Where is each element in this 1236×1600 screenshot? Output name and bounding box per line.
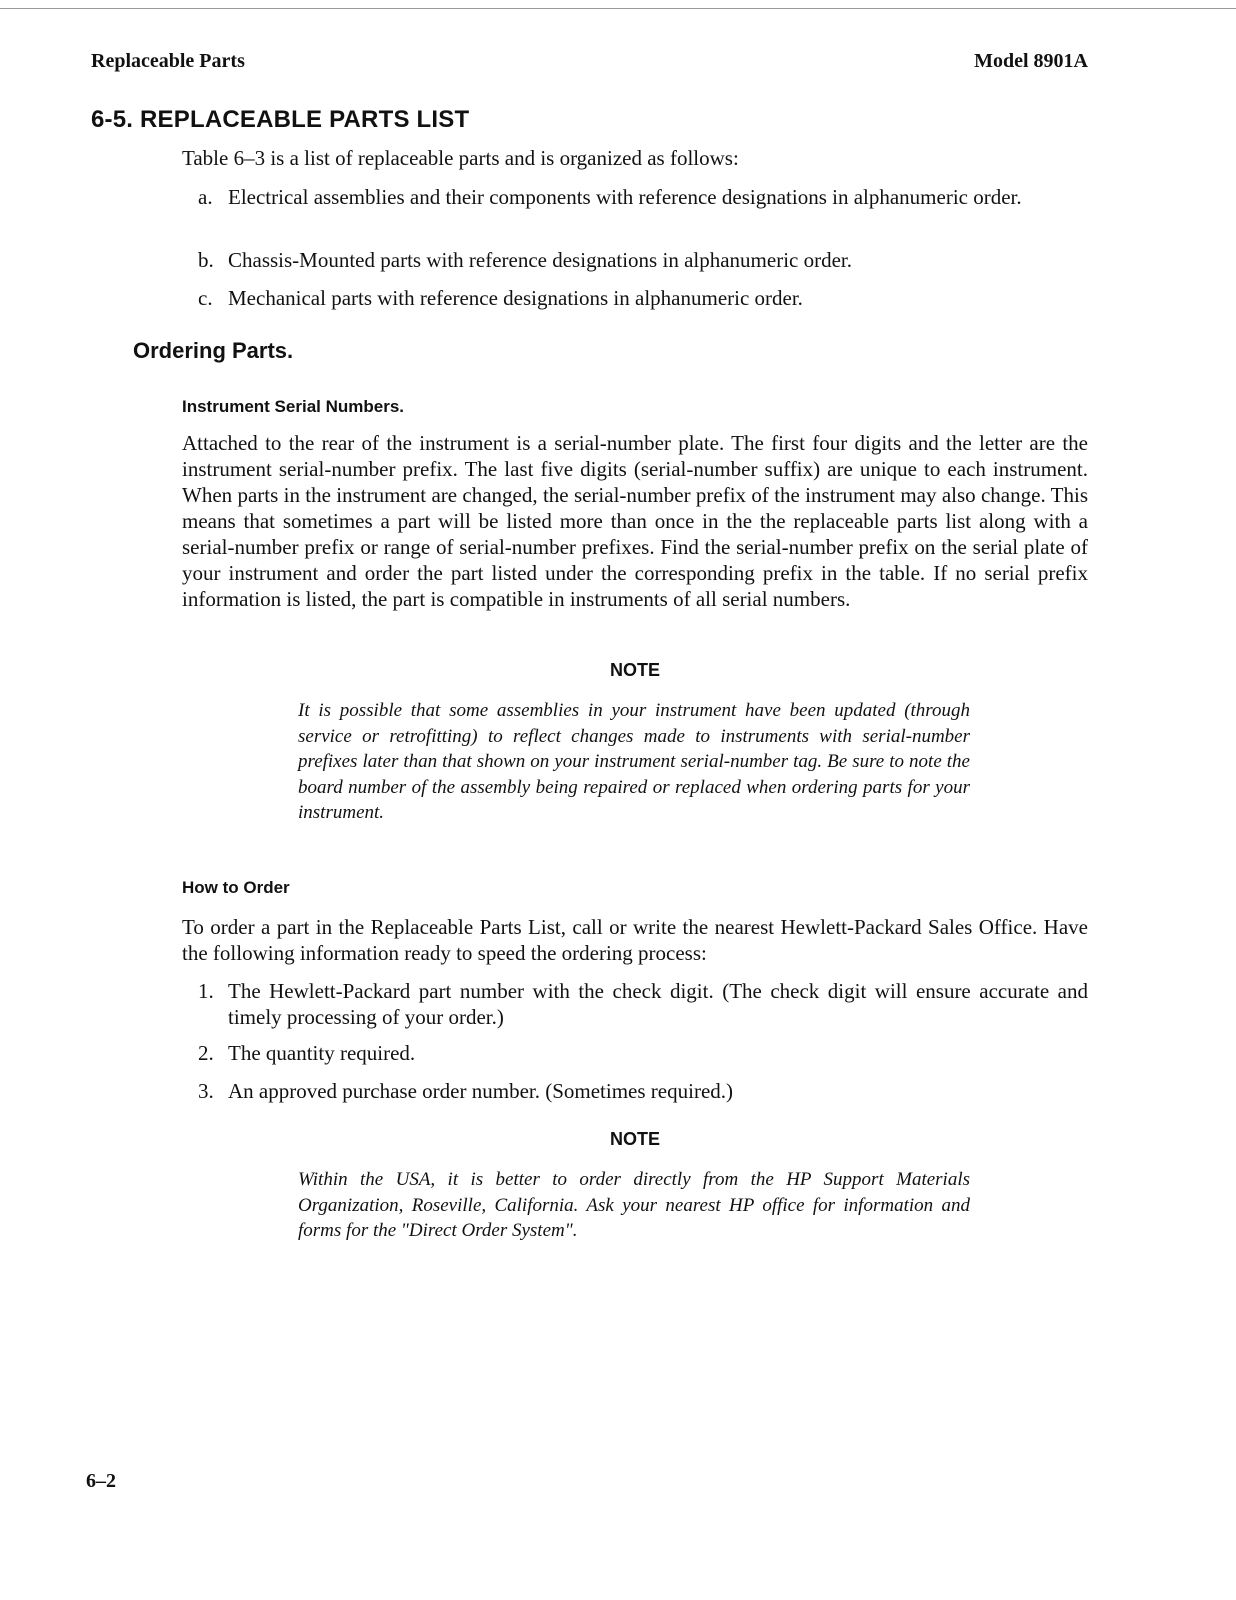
list-marker: c. — [198, 286, 213, 310]
how-to-order-heading: How to Order — [182, 878, 290, 897]
list-item — [198, 247, 1088, 273]
list-text: The quantity required. — [228, 1041, 416, 1065]
list-text: An approved purchase order number. (Sometimes required.) — [228, 1079, 734, 1103]
list-marker: a. — [198, 185, 213, 209]
note-body: It is possible that some assemblies in your instrument have been updated (through service or retrofitting) to reflect changes made to instruments with serial-number prefixes later than that shown on your instrument serial-number tag. Be sure to note the board number of the assembly being repaired or replaced when ordering parts for your instrument. — [298, 700, 970, 823]
list-marker: 1. — [198, 979, 214, 1003]
list-marker: b. — [198, 248, 214, 272]
list-text: Mechanical parts with reference designations in alphanumeric order. — [228, 286, 803, 310]
list-item — [198, 978, 1088, 1030]
serial-numbers-heading: Instrument Serial Numbers. — [182, 397, 405, 416]
how-to-order-paragraph: To order a part in the Replaceable Parts List, call or write the nearest Hewlett-Packard Sales Office. Have the following information ready to speed the ordering process: — [182, 915, 1088, 965]
list-text: The Hewlett-Packard part number with the check digit. (The check digit will ensure accurate and timely processing of your order.) — [228, 979, 1088, 1029]
list-item — [198, 1078, 1088, 1104]
list-item — [198, 285, 1088, 311]
list-text: Chassis-Mounted parts with reference designations in alphanumeric order. — [228, 248, 852, 272]
serial-numbers-paragraph: Attached to the rear of the instrument is a serial-number plate. The first four digits and the letter are the instrument serial-number prefix. The last five digits (serial-number suffix) are unique to each instrument. When parts in the instrument are changed, the serial-number prefix of the instrument may also change. This means that sometimes a part will be listed more than once in the the replaceable parts list along with a serial-number prefix or range of serial-number prefixes. Find the serial-number prefix on the serial plate of your instrument and order the part listed under the corresponding prefix in the table. If no serial prefix information is listed, the part is compatible in instruments of all serial numbers. — [182, 431, 1088, 611]
running-header-left: Replaceable Parts — [91, 50, 245, 72]
section-title: 6-5. REPLACEABLE PARTS LIST — [91, 106, 470, 133]
list-marker: 2. — [198, 1041, 214, 1065]
top-rule — [0, 8, 1236, 9]
ordering-parts-heading: Ordering Parts. — [133, 338, 294, 363]
list-item — [198, 184, 1088, 210]
page-number: 6–2 — [86, 1470, 116, 1492]
running-header-right: Model 8901A — [974, 50, 1088, 72]
note-heading: NOTE — [609, 1129, 660, 1149]
list-marker: 3. — [198, 1079, 214, 1103]
list-text: Electrical assemblies and their components with reference designations in alphanumeric order. — [228, 185, 1022, 209]
note-body: Within the USA, it is better to order directly from the HP Support Materials Organization, Roseville, California. Ask your nearest HP office for information and forms for the "Direct Order System". — [298, 1169, 970, 1241]
list-item — [198, 1040, 1088, 1066]
section-intro: Table 6–3 is a list of replaceable parts and is organized as follows: — [182, 146, 739, 170]
note-heading: NOTE — [609, 660, 660, 680]
